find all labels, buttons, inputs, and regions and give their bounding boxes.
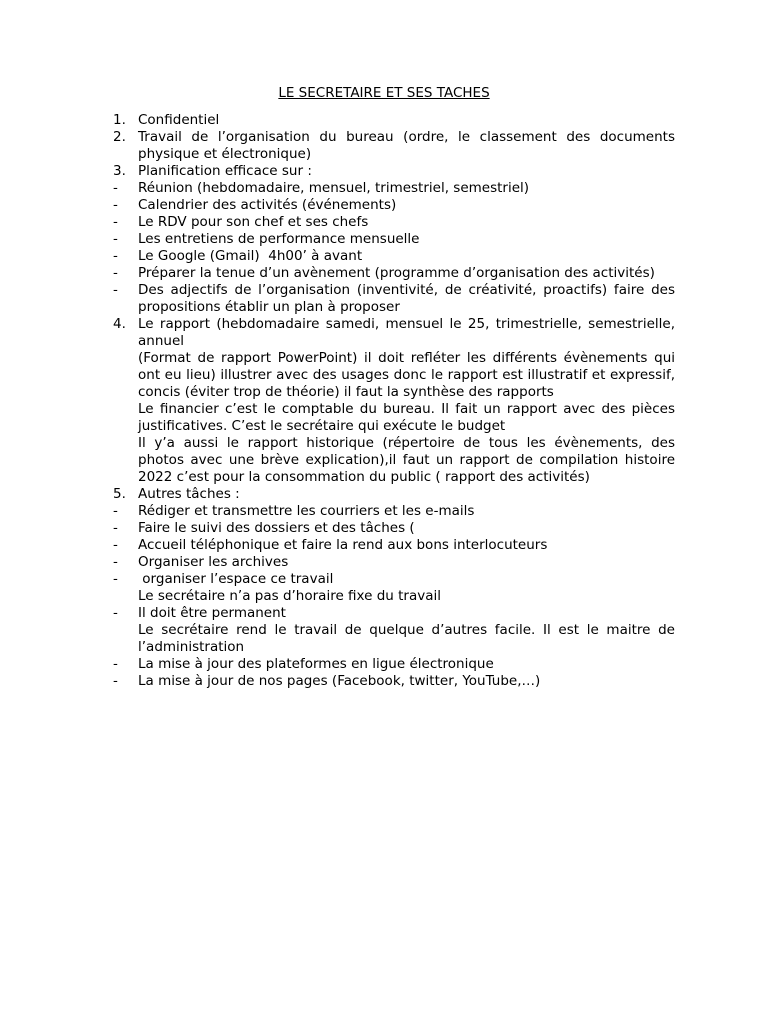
list-item xyxy=(113,571,675,588)
continuation-paragraph: Le secrétaire n’a pas d’horaire fixe du travail xyxy=(138,588,442,604)
list-item-text: Faire le suivi des dossiers et des tâches ( xyxy=(138,520,415,536)
list-marker: - xyxy=(113,214,118,230)
list-item-text: Préparer la tenue d’un avènement (programme d’organisation des activités) xyxy=(138,265,655,281)
list-item-text: Le Google (Gmail) 4h00’ à avant xyxy=(138,248,363,264)
list-item xyxy=(113,214,675,231)
list-item xyxy=(113,503,675,520)
list-item-text: La mise à jour des plateformes en ligue électronique xyxy=(138,656,494,672)
list-marker: - xyxy=(113,197,118,213)
list-marker: - xyxy=(113,520,118,536)
list-item xyxy=(113,180,675,197)
list-item-text: Calendrier des activités (événements) xyxy=(138,197,397,213)
list-marker: 1. xyxy=(113,112,126,128)
list-item-text: Le rapport (hebdomadaire samedi, mensuel le 25, trimestrielle, semestrielle, annuel xyxy=(138,316,680,349)
list-item xyxy=(113,316,680,350)
list-item xyxy=(113,605,675,622)
list-marker: - xyxy=(113,248,118,264)
list-marker: - xyxy=(113,554,118,570)
list-marker: 2. xyxy=(113,129,126,145)
list-item-text: Planification efficace sur : xyxy=(138,163,312,179)
list-item xyxy=(113,537,675,554)
list-marker: - xyxy=(113,571,118,587)
list-item xyxy=(113,197,675,214)
list-item xyxy=(113,129,680,163)
list-marker: - xyxy=(113,656,118,672)
list-item xyxy=(113,282,680,316)
list-marker: - xyxy=(113,180,118,196)
list-marker: - xyxy=(113,673,118,689)
list-item-text: organiser l’espace ce travail xyxy=(138,571,334,587)
list-marker: - xyxy=(113,537,118,553)
list-marker: 3. xyxy=(113,163,126,179)
list-item-text: Rédiger et transmettre les courriers et les e-mails xyxy=(138,503,475,519)
list-item-text: Il doit être permanent xyxy=(138,605,286,621)
list-item xyxy=(113,112,675,129)
list-item xyxy=(113,554,675,571)
list-item-text: Des adjectifs de l’organisation (inventivité, de créativité, proactifs) faire des propositions établir un plan à proposer xyxy=(138,282,680,315)
list-item-text: Confidentiel xyxy=(138,112,220,128)
list-item xyxy=(113,520,675,537)
continuation-paragraph: (Format de rapport PowerPoint) il doit refléter les différents évènements qui ont eu lieu) illustrer avec des usages donc le rapport est illustratif et expressif, concis (éviter trop de théorie) il faut la synthèse des rapports xyxy=(138,350,675,400)
continuation-paragraph: Le financier c’est le comptable du bureau. Il fait un rapport avec des pièces justificatives. C’est le secrétaire qui exécute le budget xyxy=(138,401,675,434)
continuation-paragraph: Il y’a aussi le rapport historique (répertoire de tous les évènements, des photos avec une brève explication),il faut un rapport de compilation histoire 2022 c’est pour la consommation du public ( rapport des activités) xyxy=(138,435,675,485)
list-item-text: Travail de l’organisation du bureau (ordre, le classement des documents physique et électronique) xyxy=(138,129,680,162)
list-marker: - xyxy=(113,282,118,298)
list-marker: - xyxy=(113,231,118,247)
list-item-text: Réunion (hebdomadaire, mensuel, trimestriel, semestriel) xyxy=(138,180,530,196)
list-marker: 4. xyxy=(113,316,126,332)
list-item xyxy=(113,486,675,503)
document-title: LE SECRETAIRE ET SES TACHES xyxy=(278,85,490,101)
list-item xyxy=(113,265,675,282)
continuation-paragraph: Le secrétaire rend le travail de quelque d’autres facile. Il est le maitre de l’administration xyxy=(138,622,675,655)
list-marker: - xyxy=(113,605,118,621)
list-item-text: Accueil téléphonique et faire la rend aux bons interlocuteurs xyxy=(138,537,548,553)
list-marker: - xyxy=(113,503,118,519)
list-item xyxy=(113,673,675,690)
list-item-text: Organiser les archives xyxy=(138,554,289,570)
list-item-text: Autres tâches : xyxy=(138,486,240,502)
task-list xyxy=(113,112,680,690)
list-item xyxy=(113,231,675,248)
list-item xyxy=(113,248,675,265)
list-item-text: La mise à jour de nos pages (Facebook, twitter, YouTube,…) xyxy=(138,673,541,689)
list-item xyxy=(113,163,675,180)
list-marker: - xyxy=(113,265,118,281)
list-marker: 5. xyxy=(113,486,126,502)
list-item xyxy=(113,656,675,673)
list-item-text: Les entretiens de performance mensuelle xyxy=(138,231,420,247)
list-item-text: Le RDV pour son chef et ses chefs xyxy=(138,214,369,230)
